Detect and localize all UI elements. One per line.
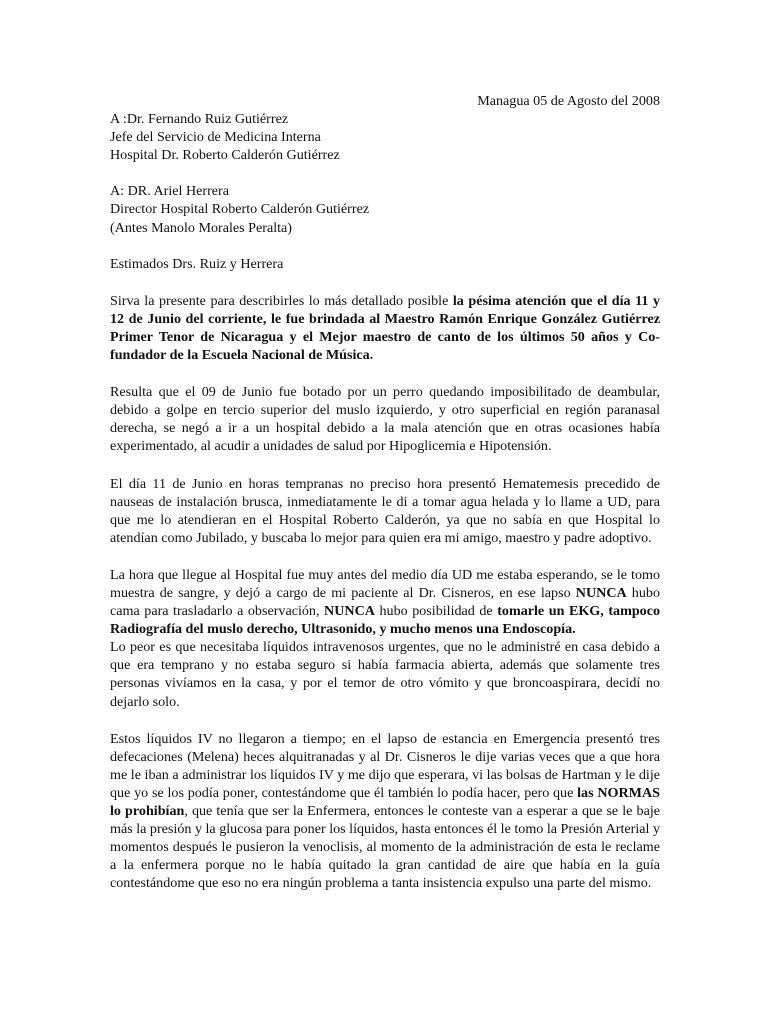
paragraph-1-bold: la pésima atención que el día 11 y 12 de Junio del corriente, le fue brindada al Maestro Ramón Enrique González Gutiérrez Primer Tenor de Nicaragua y el Mejor maestro de canto de los últimos 50 años y Co-fundador de la Escuela Nacional de Música. <box>110 292 660 364</box>
recipient-1-name: A :Dr. Fernando Ruiz Gutiérrez <box>110 111 289 128</box>
paragraph-6-text-a: Estos líquidos IV no llegaron a tiempo; en el lapso de estancia en Emergencia presentó tres defecaciones (Melena) heces alquitranadas y al Dr. Cisneros le dije varias veces que a que hora me le iban a administrar los líquidos IV y me dijo que esperara, vi las bolsas de Hartman y le dije que yo se los podía poner, contestándome que él también lo podía hacer, pero que <box>110 730 660 801</box>
recipient-block-1 <box>110 110 660 164</box>
recipient-1-title: Jefe del Servicio de Medicina Interna <box>110 129 321 146</box>
paragraph-6-bold-normas: las NORMAS lo prohibían <box>110 784 660 819</box>
paragraph-1-text: Sirva la presente para describirles lo más detallado posible <box>110 292 453 309</box>
paragraph-4-text-a: La hora que llegue al Hospital fue muy antes del medio día UD me estaba esperando, se le tomo muestra de sangre, y dejó a cargo de mi paciente al Dr. Cisneros, en ese lapso <box>110 566 660 601</box>
paragraph-3: El día 11 de Junio en horas tempranas no preciso hora presentó Hematemesis precedido de nauseas de instalación brusca, inmediatamente le di a tomar agua helada y lo llame a UD, para que me lo atendieran en el Hospital Roberto Calderón, ya que no sabía en que Hospital lo atendían como Jubilado, y buscaba lo mejor para quien era mi amigo, maestro y padre adoptivo. <box>110 475 660 546</box>
paragraph-2: Resulta que el 09 de Junio fue botado por un perro quedando imposibilitado de deambular, debido a golpe en tercio superior del muslo izquierdo, y otro superficial en región paranasal derecha, se negó a ir a un hospital debido a la mala atención que en otras ocasiones había experimentado, al acudir a unidades de salud por Hipoglicemia e Hipotensión. <box>110 384 660 455</box>
letter-body <box>110 92 660 892</box>
date-line: Managua 05 de Agosto del 2008 <box>477 93 660 109</box>
paragraph-4-nunca-1: NUNCA <box>575 584 627 601</box>
paragraph-4-text-e: hubo posibilidad de <box>374 603 498 620</box>
paragraph-5: Lo peor es que necesitaba líquidos intravenosos urgentes, que no le administré en casa debido a que era temprano y no estaba seguro si había farmacia abierta, además que solamente tres personas vivíamos en la casa, y por el temor de otro vómito y que broncoaspirara, decidí no dejarlo solo. <box>110 639 660 710</box>
recipient-block-2 <box>110 182 660 236</box>
paragraph-6 <box>110 730 660 893</box>
recipient-2-title: Director Hospital Roberto Calderón Gutiérrez <box>110 201 370 218</box>
paragraph-1 <box>110 292 660 364</box>
salutation: Estimados Drs. Ruiz y Herrera <box>110 255 284 272</box>
recipient-2-name: A: DR. Ariel Herrera <box>110 183 229 200</box>
recipient-2-note: (Antes Manolo Morales Peralta) <box>110 219 292 236</box>
paragraph-4-bold-tests: tomarle un EKG, tampoco Radiografía del muslo derecho, Ultrasonido, y mucho menos una Endoscopía. <box>110 603 661 638</box>
paragraph-4-nunca-2: NUNCA <box>324 603 375 620</box>
paragraph-4-text-c: hubo cama para trasladarlo a observación, <box>110 584 660 620</box>
recipient-1-hospital: Hospital Dr. Roberto Calderón Gutiérrez <box>110 147 340 164</box>
paragraph-6-text-c: , que tenía que ser la Enfermera, entonces le conteste van a esperar a que se le baje más la presión y la glucosa para poner los líquidos, hasta entonces él le tomo la Presión Arterial y momentos después le pusieron la venoclisis, al momento de la administración de esta le reclame a la enfermera porque no le había quitado la gran cantidad de aire que había en la guía contestándome que eso no era ningún problema a tanta insistencia expulso una parte del mismo. <box>110 803 661 892</box>
paragraph-4 <box>110 566 660 638</box>
